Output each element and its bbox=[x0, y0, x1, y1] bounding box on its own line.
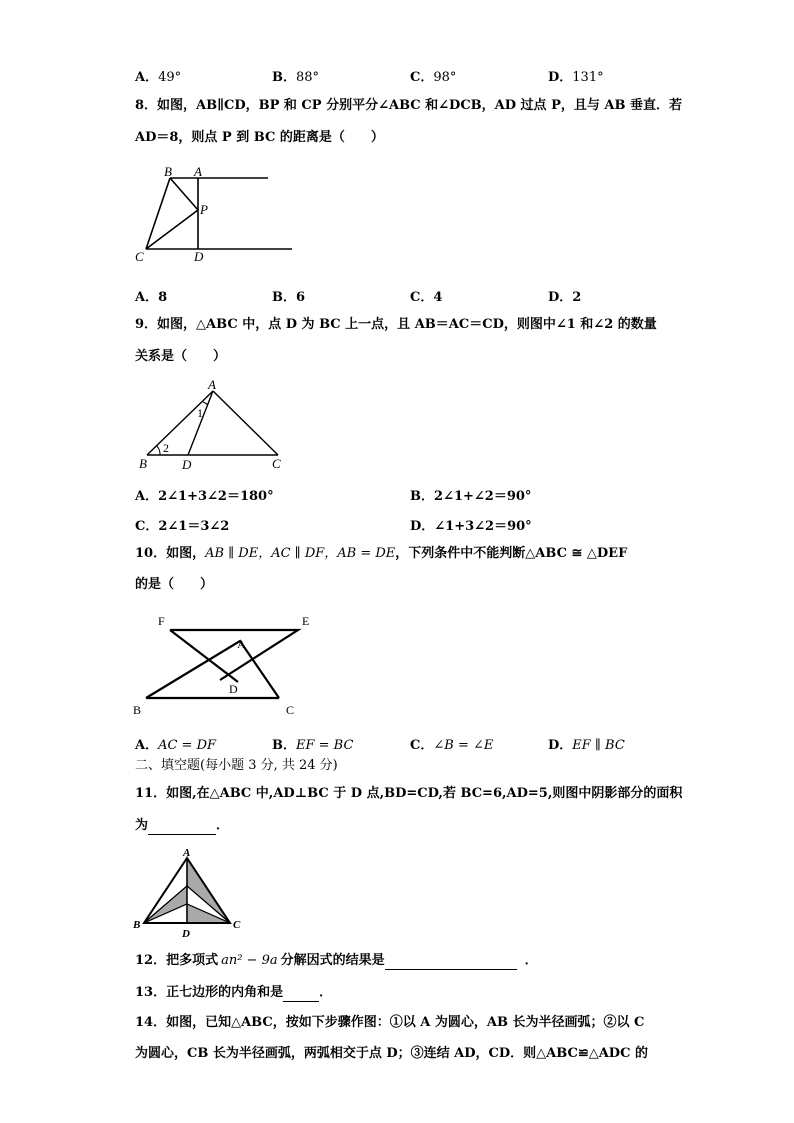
q10-option-b: B．EF = BC bbox=[272, 738, 354, 753]
q9-option-b: B．2∠1+∠2＝90° bbox=[410, 489, 532, 504]
q9-label-c: C bbox=[272, 456, 281, 471]
q11-label-c: C bbox=[233, 919, 241, 931]
q11-label-d: D bbox=[182, 928, 190, 940]
q10-option-c: C．∠B = ∠E bbox=[410, 738, 494, 753]
q9-stem-line1: 9．如图，△ABC 中，点 D 为 BC 上一点，且 AB＝AC＝CD，则图中∠1 和∠2 的数量 bbox=[135, 317, 657, 332]
q9-label-angle1: 1 bbox=[197, 406, 203, 420]
q8-label-a: A bbox=[194, 164, 202, 179]
q10-label-b: B bbox=[133, 703, 142, 717]
q8-stem-line1: 8．如图，AB∥CD，BP 和 CP 分别平分∠ABC 和∠DCB，AD 过点 P，且与 AB 垂直．若 bbox=[135, 98, 682, 113]
q7-option-b: B．88° bbox=[272, 70, 320, 85]
q8-label-d: D bbox=[194, 249, 204, 264]
q9-label-angle2: 2 bbox=[163, 441, 169, 455]
section-heading: 二、填空题(每小题 3 分, 共 24 分) bbox=[135, 758, 338, 773]
q11-stem-line2: 为 ． bbox=[135, 818, 230, 833]
q9-option-c: C．2∠1＝3∠2 bbox=[135, 519, 230, 534]
q13-answer-blank[interactable] bbox=[283, 985, 319, 1002]
q11-answer-blank[interactable] bbox=[148, 818, 216, 835]
q12-expression: an² − 9a bbox=[221, 953, 278, 968]
q7-option-d: D．131° bbox=[548, 70, 604, 85]
q8-label-c: C bbox=[135, 249, 144, 264]
q11-stem-line1: 11．如图,在△ABC 中,AD⊥BC 于 D 点,BD=CD,若 BC=6,AD=5,则图中阴影部分的面积 bbox=[135, 786, 683, 801]
q10-label-c: C bbox=[286, 703, 295, 717]
q10-label-a: A bbox=[237, 637, 246, 651]
q8-stem-line2: AD＝8，则点 P 到 BC 的距离是（ ） bbox=[135, 130, 384, 145]
q10-option-d: D．EF ∥ BC bbox=[548, 738, 625, 753]
q9-label-b: B bbox=[139, 456, 147, 471]
q10-stem-line2: 的是（ ） bbox=[135, 577, 214, 592]
q10-label-f: F bbox=[158, 614, 165, 628]
q9-label-a: A bbox=[208, 377, 216, 392]
q9-option-d: D．∠1+3∠2＝90° bbox=[410, 519, 532, 534]
q10-conditions: AB ∥ DE，AC ∥ DF，AB = DE bbox=[205, 546, 396, 561]
q11-label-b: B bbox=[133, 919, 141, 931]
q10-stem-line1: 10．如图，AB ∥ DE，AC ∥ DF，AB = DE，下列条件中不能判断△ABC ≅ △DEF bbox=[135, 546, 628, 561]
q7-option-c: C．98° bbox=[410, 70, 457, 85]
q12-stem: 12．把多项式 an² − 9a 分解因式的结果是 ． bbox=[135, 953, 538, 968]
q10-label-d: D bbox=[229, 682, 238, 696]
q8-label-p: P bbox=[200, 202, 208, 217]
q13-stem: 13．正七边形的内角和是 ． bbox=[135, 985, 333, 1000]
q9-option-a: A．2∠1+3∠2＝180° bbox=[135, 489, 274, 504]
q12-answer-blank[interactable] bbox=[385, 953, 517, 970]
q14-stem-line2: 为圆心，CB 长为半径画弧，两弧相交于点 D；③连结 AD，CD．则△ABC≌△ADC 的 bbox=[135, 1046, 648, 1061]
q8-figure bbox=[132, 160, 302, 270]
q8-option-d: D．2 bbox=[548, 290, 582, 305]
q14-stem-line1: 14．如图，已知△ABC，按如下步骤作图：①以 A 为圆心，AB 长为半径画弧；②以 C bbox=[135, 1015, 645, 1030]
q9-figure bbox=[135, 375, 295, 475]
q10-option-a: A．AC = DF bbox=[135, 738, 217, 753]
q9-stem-line2: 关系是（ ） bbox=[135, 349, 227, 364]
q8-option-b: B．6 bbox=[272, 290, 306, 305]
q7-option-a: A．49° bbox=[135, 70, 182, 85]
q8-label-b: B bbox=[164, 164, 172, 179]
q10-label-e: E bbox=[302, 614, 310, 628]
q10-figure bbox=[130, 608, 330, 720]
q8-option-a: A．8 bbox=[135, 290, 168, 305]
q9-label-d: D bbox=[182, 457, 192, 472]
q8-option-c: C．4 bbox=[410, 290, 443, 305]
q11-label-a: A bbox=[183, 847, 191, 859]
q11-figure bbox=[130, 846, 250, 941]
